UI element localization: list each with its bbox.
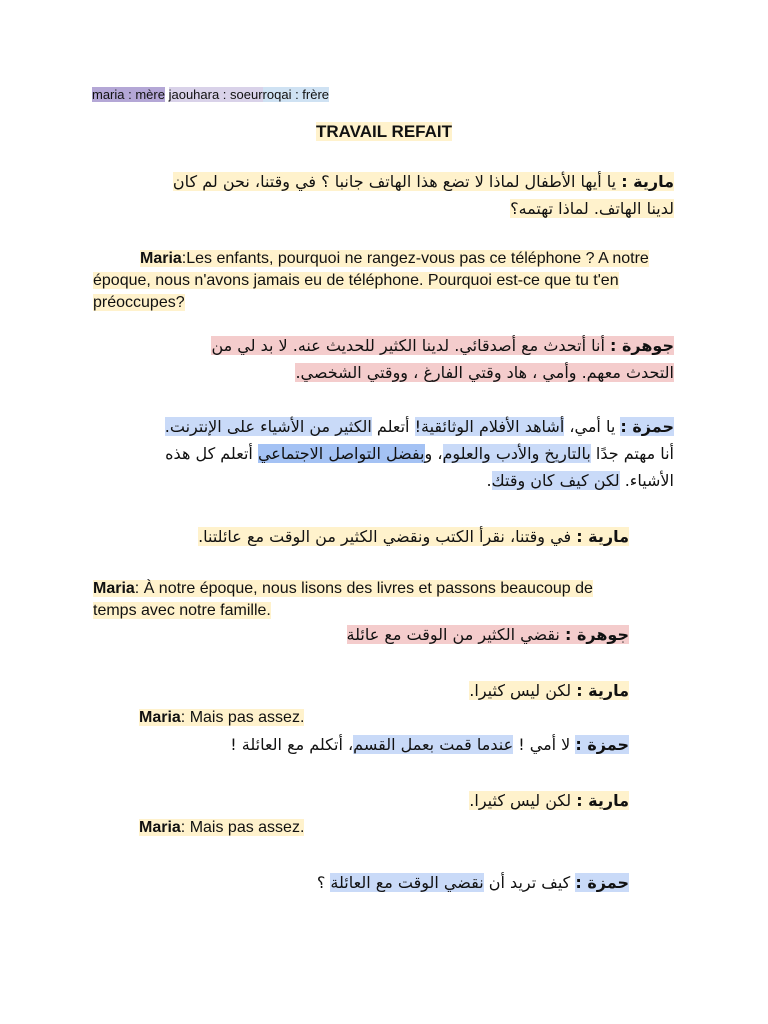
jaouhara-arabic-1: جوهرة : أنا أتحدث مع أصدقائي. لدينا الكثير للحديث عنه. لا بد لي من التحدث معهم. وأمي ، هاد وقتي الفارغ ، ووقتي الشخصي. xyxy=(211,336,674,382)
speaker-label: مارية : xyxy=(621,172,674,191)
maria-arabic-4: مارية : لكن ليس كثيرا. xyxy=(469,791,629,810)
character-legend xyxy=(92,87,329,102)
legend-jaouhara: jaouhara : soeur xyxy=(168,87,263,102)
hamza-arabic-1: حمزة : يا أمي، أشاهد الأفلام الوثائقية! أتعلم الكثير من الأشياء على الإنترنت. أنا مهتم جدًا بالتاريخ والأدب والعلوم، وبفضل التواصل الاجتماعي أتعلم كل هذه الأشياء. لكن كيف كان وقتك. xyxy=(164,417,674,490)
legend-maria: maria : mère xyxy=(92,87,165,102)
speaker-label: Maria xyxy=(93,580,135,597)
speaker-label: جوهرة : xyxy=(609,336,674,355)
speaker-label: مارية : xyxy=(576,791,629,810)
speaker-label: Maria xyxy=(139,819,181,836)
speaker-label: مارية : xyxy=(576,527,629,546)
maria-french-3: Maria: Mais pas assez. xyxy=(139,709,305,726)
legend-roqai: roqai : frère xyxy=(262,87,330,102)
maria-arabic-3: مارية : لكن ليس كثيرا. xyxy=(469,681,629,700)
maria-french-1: Maria:Les enfants, pourquoi ne rangez-vous pas ce téléphone ? A notre époque, nous n'avons jamais eu de téléphone. Pourquoi est-ce que tu t'en préoccupes? xyxy=(93,250,649,311)
hamza-arabic-3: حمزة : كيف تريد أن نقضي الوقت مع العائلة ؟ xyxy=(316,873,629,892)
hamza-arabic-2: حمزة : لا أمي ! عندما قمت بعمل القسم، أتكلم مع العائلة ! xyxy=(230,735,629,754)
page-title: TRAVAIL REFAIT xyxy=(316,122,452,141)
speaker-label: Maria xyxy=(139,709,181,726)
speaker-label: مارية : xyxy=(576,681,629,700)
jaouhara-arabic-2: جوهرة : نقضي الكثير من الوقت مع عائلة xyxy=(346,625,629,644)
speaker-label: جوهرة : xyxy=(564,625,629,644)
speaker-label: حمزة : xyxy=(575,735,629,754)
maria-french-4: Maria: Mais pas assez. xyxy=(139,819,305,836)
maria-arabic-1: مارية : يا أيها الأطفال لماذا لا تضع هذا الهاتف جانبا ؟ في وقتنا، نحن لم كان لدينا الهاتف. لماذا تهتمه؟ xyxy=(172,172,674,218)
speaker-label: حمزة : xyxy=(620,417,674,436)
speaker-label: Maria xyxy=(140,250,182,267)
maria-french-2: Maria: À notre époque, nous lisons des livres et passons beaucoup de temps avec notre famille. xyxy=(93,580,593,619)
speaker-label: حمزة : xyxy=(575,873,629,892)
maria-arabic-2: مارية : في وقتنا، نقرأ الكتب ونقضي الكثير من الوقت مع عائلتنا. xyxy=(198,527,629,546)
